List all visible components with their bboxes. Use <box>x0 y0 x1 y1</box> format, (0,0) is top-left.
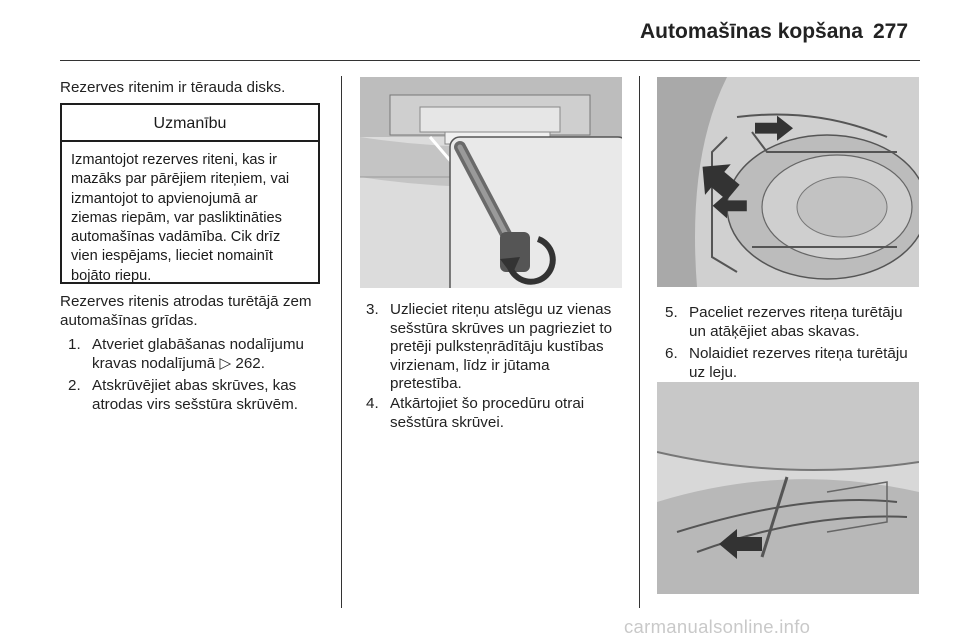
step-2 <box>68 377 338 417</box>
figure-lower-holder <box>657 382 919 594</box>
step-line: Atskrūvējiet abas skrūves, kas <box>92 377 297 394</box>
step-line: kravas nodalījumā ▷ 262. <box>92 354 265 372</box>
intro-text: Rezerves ritenim ir tērauda disks. <box>60 79 286 96</box>
step-line: Atkārtojiet šo procedūru otrai <box>390 395 585 412</box>
step-line: Uzlieciet riteņu atslēgu uz vienas <box>390 301 612 318</box>
warning-line: vien iespējams, lieciet nomainīt <box>71 248 273 265</box>
step-1 <box>68 336 338 376</box>
step-number: 6. <box>665 345 678 362</box>
step-number: 1. <box>68 336 81 353</box>
step-6 <box>665 345 935 385</box>
warning-line: izmantojot to apvienojumā ar <box>71 190 258 207</box>
step-number: 3. <box>366 301 379 318</box>
step-4 <box>366 395 636 435</box>
step-text <box>689 345 908 382</box>
location-paragraph <box>60 293 312 330</box>
warning-line: automašīnas vadāmība. Cik drīz <box>71 229 281 246</box>
step-line: pretēji pulksteņrādītāju kustības <box>390 338 604 355</box>
column-divider-1 <box>341 76 342 608</box>
header-divider <box>60 60 920 61</box>
step-text <box>92 377 298 414</box>
step-line: uz leju. <box>689 363 738 381</box>
column-divider-2 <box>639 76 640 608</box>
warning-line: bojāto riepu. <box>71 267 152 284</box>
warning-box <box>60 103 320 284</box>
step-line: sešstūra skrūves un pagrieziet to <box>390 319 613 337</box>
step-line: Atveriet glabāšanas nodalījumu <box>92 336 304 353</box>
step-line: pretestība. <box>390 375 462 392</box>
warning-line: ziemas riepām, var pasliktināties <box>71 209 282 226</box>
step-3 <box>366 301 636 395</box>
step-line: un atāķējiet abas skavas. <box>689 322 860 340</box>
figure-spare-wheel-holder <box>657 77 919 287</box>
step-text <box>390 395 584 432</box>
step-line: virzienam, līdz ir jūtama <box>390 356 550 374</box>
figure-wheel-wrench <box>360 77 622 288</box>
step-number: 5. <box>665 304 678 321</box>
warning-body <box>71 151 319 286</box>
warning-title: Uzmanību <box>62 105 318 142</box>
step-text <box>390 301 612 394</box>
step-number: 2. <box>68 377 81 394</box>
step-5 <box>665 304 935 344</box>
warning-line: Izmantojot rezerves riteni, kas ir <box>71 152 278 168</box>
step-line: Paceliet rezerves riteņa turētāju <box>689 304 903 321</box>
paragraph-line: automašīnas grīdas. <box>60 311 198 329</box>
step-text <box>689 304 903 341</box>
step-line: atrodas virs sešstūra skrūvēm. <box>92 395 298 413</box>
watermark: carmanualsonline.info <box>624 616 811 637</box>
warning-line: mazāks par pārējiem riteņiem, vai <box>71 171 290 188</box>
page-number: 277 <box>873 20 909 43</box>
step-number: 4. <box>366 395 379 412</box>
page-header-title: Automašīnas kopšana <box>640 20 863 43</box>
paragraph-line: Rezerves ritenis atrodas turētājā zem <box>60 293 312 310</box>
step-line: sešstūra skrūvei. <box>390 413 504 431</box>
step-line: Nolaidiet rezerves riteņa turētāju <box>689 345 908 362</box>
step-text <box>92 336 304 373</box>
